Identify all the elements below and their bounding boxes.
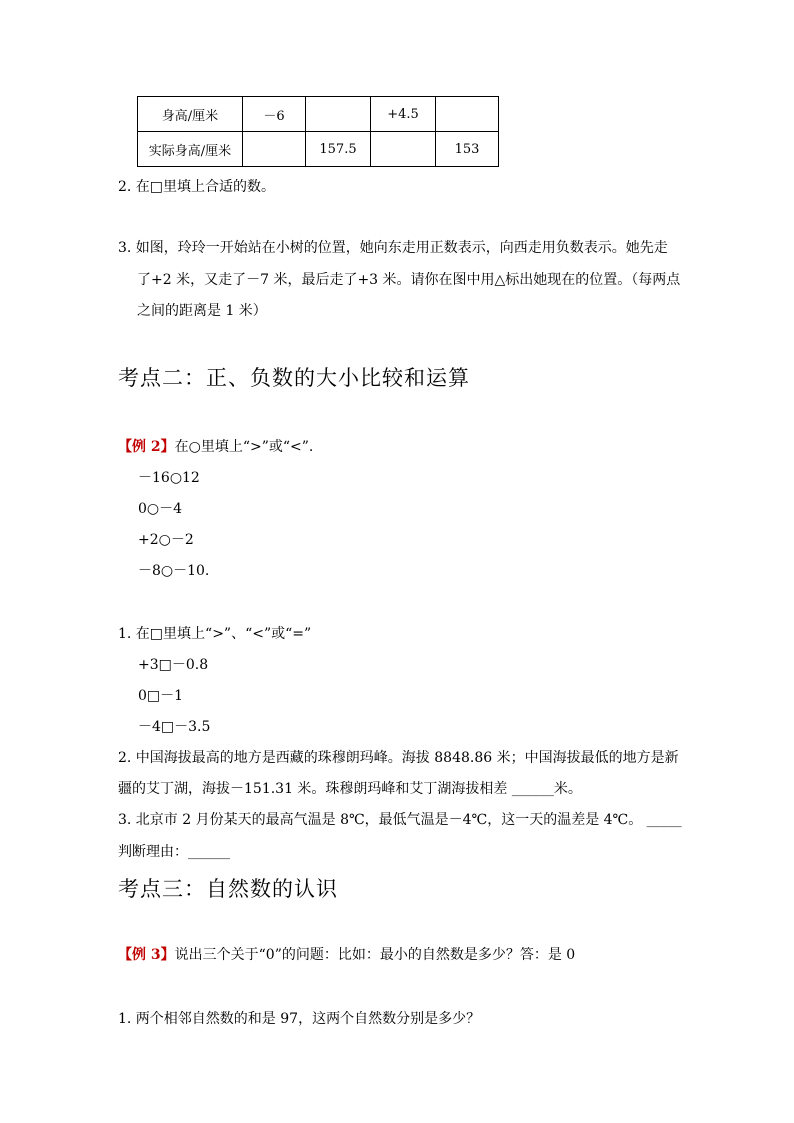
table-cell: －6 [243,97,306,132]
exercise-3-line-1: 3. 北京市 2 月份某天的最高气温是 8℃，最低气温是－4℃，这一天的温差是 4℃。 _____ [118,812,682,828]
question-3-line-1: 3. 如图，玲玲一开始站在小树的位置，她向东走用正数表示，向西走用负数表示。她先走 [118,240,668,256]
example-2-text: 在○里填上“>”或“<”. [174,439,314,455]
table-row [138,132,499,167]
example-2 [118,436,313,456]
table-cell [306,97,371,132]
table-cell [243,132,306,167]
example-2-item: －8○－10. [138,563,210,579]
question-3-line-3: 之间的距离是 1 米） [137,303,267,319]
exercise-2-line-2: 疆的艾丁湖，海拔－151.31 米。珠穆朗玛峰和艾丁湖海拔相差 ______米。 [118,781,582,797]
exercise-4: 1. 两个相邻自然数的和是 97，这两个自然数分别是多少？ [118,1011,481,1027]
example-2-item: －16○12 [138,470,200,486]
example-2-item: 0○－4 [138,501,183,517]
example-3-tag: 【例 3】 [118,947,175,963]
table-cell [436,97,499,132]
question-2: 2. 在□里填上合适的数。 [118,179,276,195]
table-row [138,97,499,132]
section-3-title: 考点三：自然数的认识 [118,877,338,901]
question-3-line-2: 了+2 米，又走了－7 米，最后走了+3 米。请你在图中用△标出她现在的位置。（每两点 [137,272,681,288]
height-table [137,96,499,167]
table-cell: 身高/厘米 [138,97,243,132]
example-3-text: 说出三个关于“0”的问题：比如：最小的自然数是多少？答：是 0 [174,947,576,963]
section-2-title: 考点二：正、负数的大小比较和运算 [118,366,470,390]
table-cell [371,132,436,167]
table-cell: 157.5 [306,132,371,167]
exercise-3-line-2: 判断理由：______ [118,844,230,860]
table-cell: +4.5 [371,97,436,132]
exercise-1-item: 0□－1 [138,688,184,704]
exercise-1: 1. 在□里填上“>”、“<”或“=” [118,626,312,642]
example-2-item: +2○－2 [138,532,194,548]
table-cell: 实际身高/厘米 [138,132,243,167]
exercise-2-line-1: 2. 中国海拔最高的地方是西藏的珠穆朗玛峰。海拔 8848.86 米；中国海拔最低的地方是新 [118,750,679,766]
table-cell: 153 [436,132,499,167]
exercise-1-item: +3□－0.8 [138,657,209,673]
exercise-1-item: －4□－3.5 [138,719,211,735]
example-2-tag: 【例 2】 [118,439,175,455]
example-3 [118,944,575,964]
